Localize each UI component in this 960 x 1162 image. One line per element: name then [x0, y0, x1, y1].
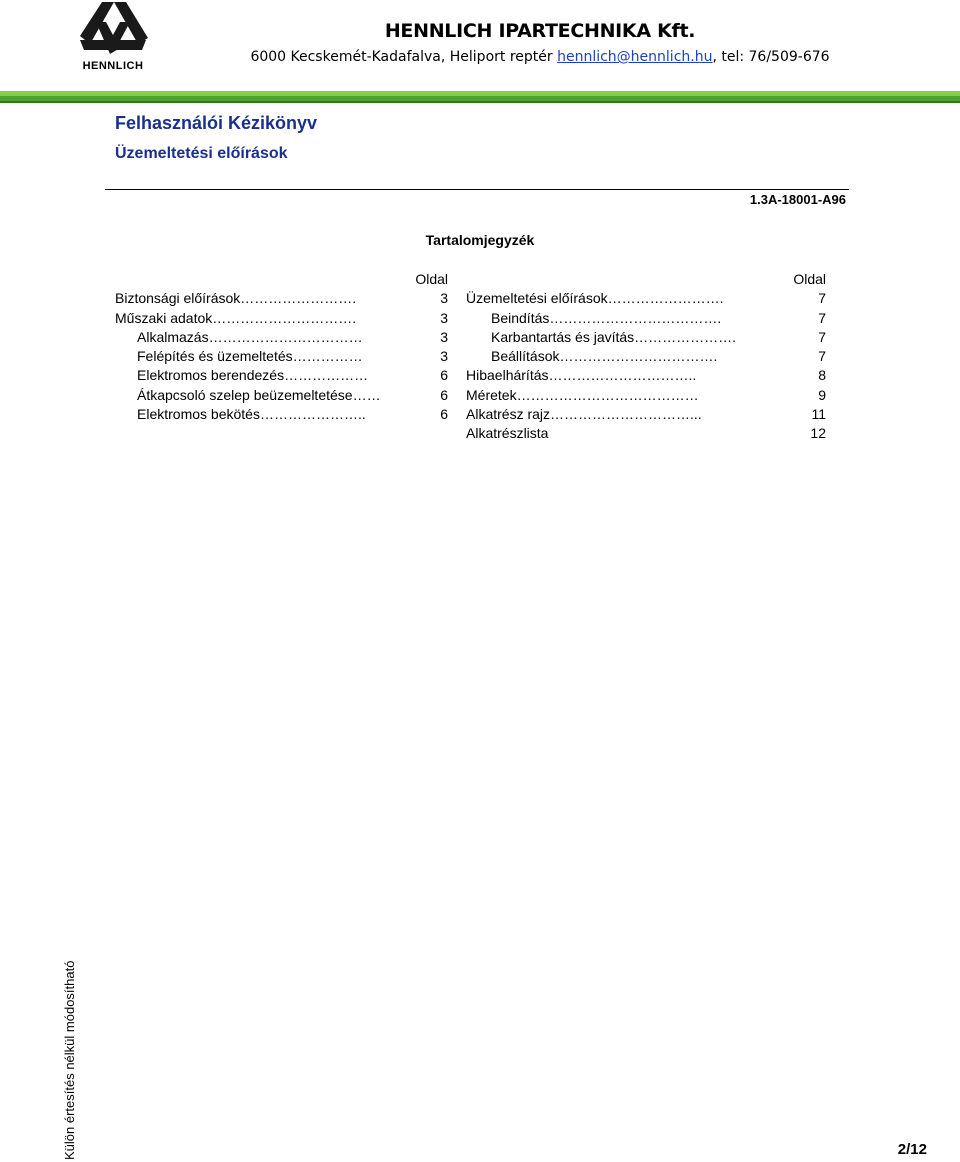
toc-entry-page: 7: [818, 328, 826, 345]
toc-entry-label: Üzemeltetési előírások…………………….: [466, 290, 724, 307]
toc-entry-label: Elektromos berendezés………………: [137, 367, 369, 384]
toc-entry-label: Átkapcsoló szelep beüzemeltetése……: [137, 386, 381, 403]
toc-entry-page: 7: [818, 309, 826, 326]
toc-entry-page: 3: [440, 348, 448, 365]
toc-entry-page: 11: [811, 406, 826, 423]
toc-entry-page: 12: [810, 425, 826, 442]
toc-entry-page: 3: [440, 290, 448, 307]
toc-entry: [0, 328, 826, 347]
document-number: 1.3A-18001-A96: [749, 192, 846, 207]
divider: [105, 189, 849, 190]
toc-entry-label: Alkalmazás……………………………: [137, 328, 363, 345]
company-contact: [0, 49, 960, 65]
toc-entry-label: Beállítások…………………………….: [491, 348, 718, 365]
toc-entry: [0, 405, 826, 424]
toc-entry: [0, 309, 826, 328]
toc-entry-label: Elektromos bekötés…………………..: [137, 406, 366, 423]
toc-entry-label: Alkatrész rajz…………………………...: [466, 406, 702, 423]
page-column-header: Oldal: [415, 271, 448, 287]
logo-text: HENNLICH: [82, 60, 144, 72]
email-link[interactable]: hennlich@hennlich.hu: [557, 49, 713, 65]
toc-entry-label: Felépítés és üzemeltetés……………: [137, 348, 363, 365]
toc-entry: [0, 386, 826, 405]
toc-entry-label: Biztonsági előírások…………………….: [115, 290, 357, 307]
toc-entry: [0, 289, 826, 308]
document-subtitle: Üzemeltetési előírások: [115, 145, 288, 162]
toc-entry-page: 6: [440, 367, 448, 384]
toc-right-column: [0, 270, 826, 444]
toc-header-row: [0, 270, 826, 289]
toc-entry: [0, 347, 826, 366]
toc-entry-label: Hibaelhárítás…………………………..: [466, 367, 697, 384]
toc-entry-label: Alkatrészlista: [466, 425, 549, 442]
company-phone: , tel: 76/509-676: [712, 49, 830, 65]
toc-entry-page: 7: [818, 290, 826, 307]
side-note: Külön értesítés nélkül módosítható: [62, 960, 77, 1160]
company-name: HENNLICH IPARTECHNIKA Kft.: [384, 20, 696, 42]
company-address: 6000 Kecskemét-Kadafalva, Heliport reptér: [250, 49, 553, 65]
toc-entry-label: Beindítás……………………………….: [491, 309, 722, 326]
toc-entry: [0, 424, 826, 443]
toc-entry-label: Műszaki adatok………………………….: [115, 309, 357, 326]
toc-entry-page: 3: [440, 309, 448, 326]
toc-entry-page: 7: [818, 348, 826, 365]
toc-entry-page: 6: [440, 386, 448, 403]
header-bar: [0, 101, 960, 103]
toc-title: Tartalomjegyzék: [425, 232, 535, 248]
toc-entry-label: Karbantartás és javítás………………….: [491, 328, 737, 345]
page-column-header: Oldal: [793, 271, 826, 287]
document-title: Felhasználói Kézikönyv: [115, 113, 318, 133]
toc-entry-page: 9: [818, 386, 826, 403]
toc-entry-page: 6: [440, 406, 448, 423]
toc-entry: [0, 366, 826, 385]
toc-entry-label: Méretek…………………………………: [466, 386, 699, 403]
toc-entry-page: 8: [818, 367, 826, 384]
page-number: 2/12: [897, 1141, 927, 1158]
toc-entry-page: 3: [440, 328, 448, 345]
